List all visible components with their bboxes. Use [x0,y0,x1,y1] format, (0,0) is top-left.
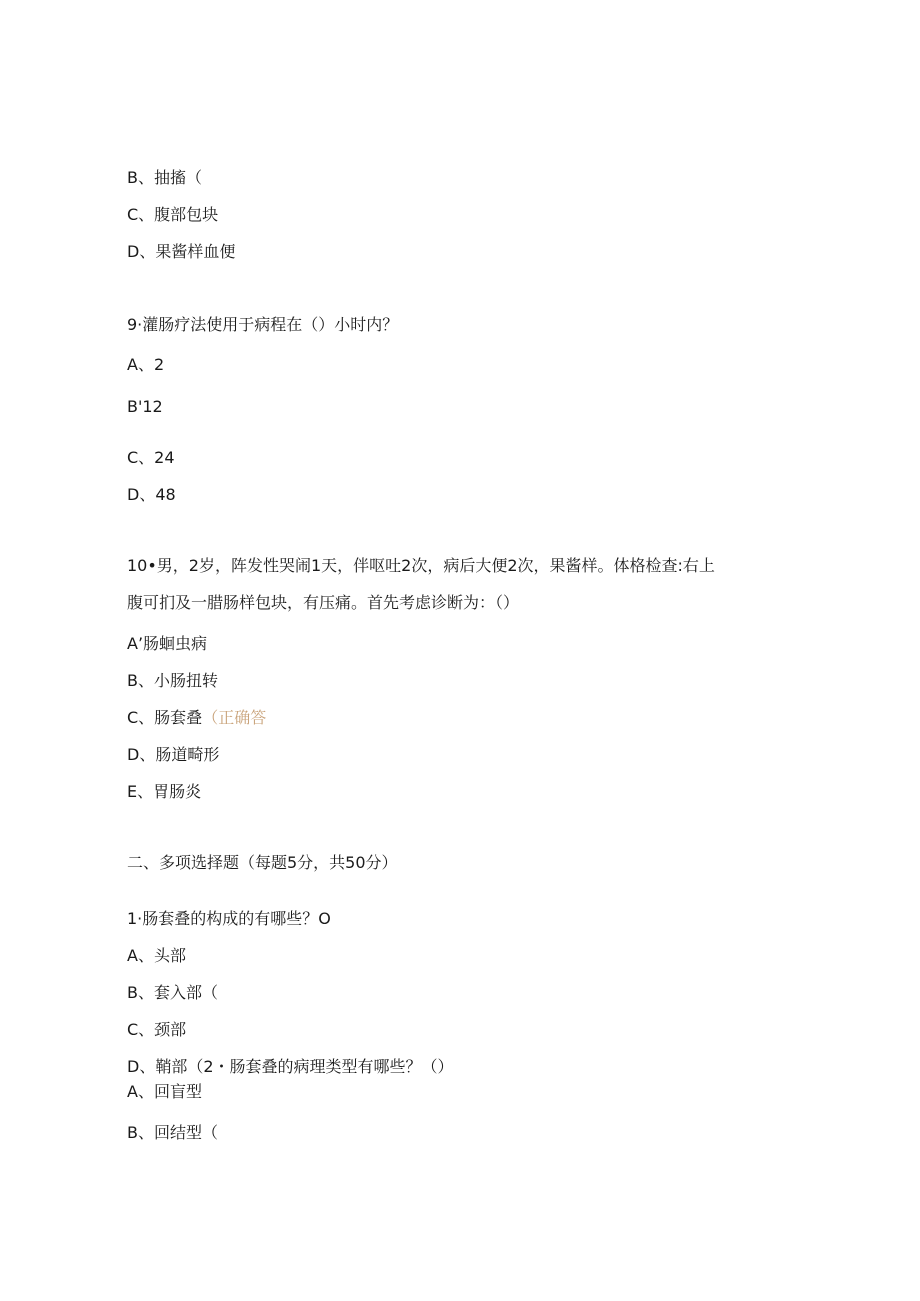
q9-option-b: B'12 [127,397,163,416]
q10-option-a: A’肠蛔虫病 [127,634,208,653]
q10-option-b: B、小肠扭转 [127,671,218,690]
q10-option-c [127,708,266,728]
q10-option-e: E、胃肠炎 [127,782,202,801]
mc1-option-b: B、套入部（ [127,983,218,1002]
question-10-line-2: 腹可扪及一腊肠样包块，有压痛。首先考虑诊断为：（） [127,593,520,612]
q10-option-c-label: C、肠套叠 [127,708,203,727]
option-d-line: D、果酱样血便 [127,242,236,261]
mc1-option-d-and-question-2: D、鞘部（2・肠套叠的病理类型有哪些？（） [127,1057,454,1076]
mc2-option-a: A、回盲型 [127,1082,202,1101]
question-10-line-1: 10•男，2岁，阵发性哭闹1天，伴呕吐2次，病后大便2次，果酱样。体格检查:右上 [127,556,715,575]
q9-option-c: C、24 [127,448,175,467]
option-c-line: C、腹部包块 [127,205,219,224]
mc-question-1: 1·肠套叠的构成的有哪些？O [127,909,331,928]
mc2-option-b: B、回结型（ [127,1123,218,1142]
q9-option-d: D、48 [127,485,176,504]
mc1-option-c: C、颈部 [127,1020,187,1039]
q10-option-d: D、肠道畸形 [127,745,220,764]
section-heading: 二、多项选择题（每题5分，共50分） [127,853,398,872]
question-9: 9·灌肠疗法使用于病程在（）小时内？ [127,315,399,334]
q9-option-a: A、2 [127,355,165,374]
correct-answer-mark: （正确答 [202,708,267,727]
option-b-line: B、抽搐（ [127,168,202,187]
mc1-option-a: A、头部 [127,946,186,965]
